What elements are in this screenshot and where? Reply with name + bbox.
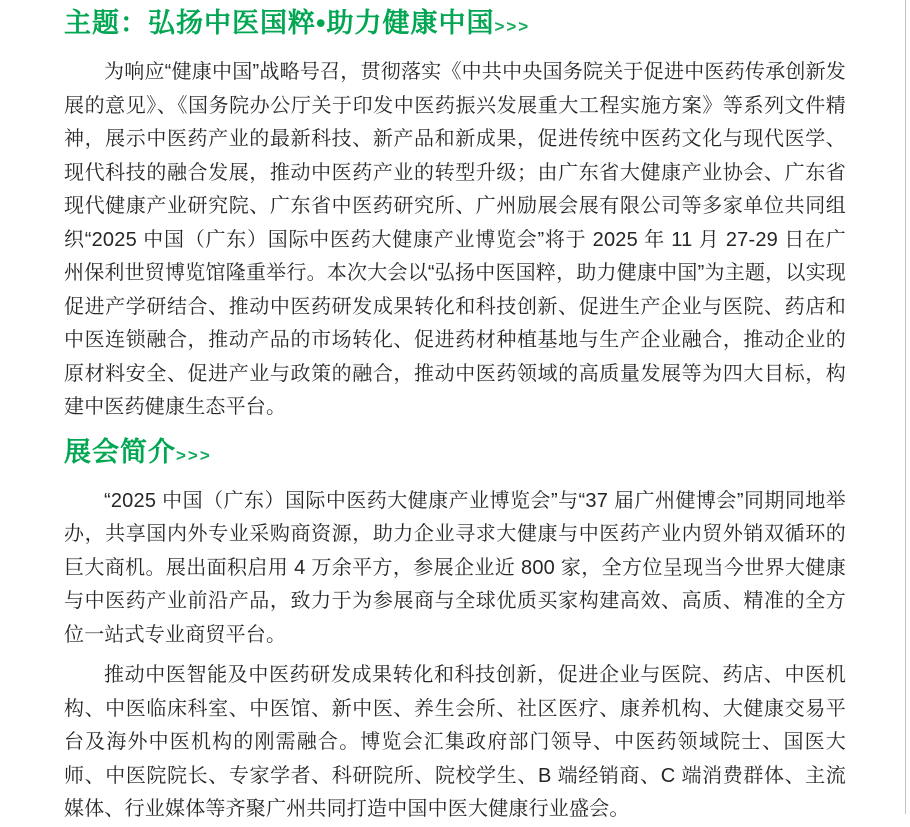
theme-heading-arrows: >>>: [494, 17, 531, 36]
expo-intro-heading-arrows: >>>: [176, 445, 212, 465]
section-theme: [64, 6, 846, 425]
theme-paragraph: 为响应“健康中国”战略号召，贯彻落实《中共中央国务院关于促进中医药传承创新发展的意见》、《国务院办公厅关于印发中医药振兴发展重大工程实施方案》等系列文件精神，展示中医药产业的最新科技、新产品和新成果，促进传统中医药文化与现代医学、现代科技的融合发展，推动中医药产业的转型升级；由广东省大健康产业协会、广东省现代健康产业研究院、广东省中医药研究所、广州励展会展有限公司等多家单位共同组织“2025 中国（广东）国际中医药大健康产业博览会”将于 2025 年 11 月 27-29 日在广州保利世贸博览馆隆重举行。本次大会以“弘扬中医国粹，助力健康中国”为主题，以实现促进产学研结合、推动中医药研发成果转化和科技创新、促进生产企业与医院、药店和中医连锁融合，推动产品的市场转化、促进药材种植基地与生产企业融合，推动企业的原材料安全、促进产业与政策的融合，推动中医药领域的高质量发展等为四大目标，构建中医药健康生态平台。: [64, 61, 846, 418]
theme-section-heading: [64, 6, 846, 44]
expo-intro-heading-text: 展会简介: [64, 436, 176, 467]
expo-intro-section-heading: [64, 435, 846, 473]
expo-intro-paragraph-2: 推动中医智能及中医药研发成果转化和科技创新，促进企业与医院、药店、中医机构、中医临床科室、中医馆、新中医、养生会所、社区医疗、康养机构、大健康交易平台及海外中医机构的刚需融合。博览会汇集政府部门领导、中医药领域院士、国医大师、中医院院长、专家学者、科研院所、院校学生、B 端经销商、C 端消费群体、主流媒体、行业媒体等齐聚广州共同打造中国中医大健康行业盛会。: [64, 664, 846, 820]
page-right-edge-divider: [905, 0, 906, 814]
section-expo-intro: [64, 435, 846, 827]
expo-intro-paragraph-1: “2025 中国（广东）国际中医药大健康产业博览会”与“37 届广州健博会”同期同地举办，共享国内外专业采购商资源，助力企业寻求大健康与中医药产业内贸外销双循环的巨大商机。展出面积启用 4 万余平方，参展企业近 800 家，全方位呈现当今世界大健康与中医药产业前沿产品，致力于为参展商与全球优质买家构建高效、高质、精准的全方位一站式专业商贸平台。: [64, 489, 846, 646]
theme-heading-text: 主题：弘扬中医国粹•助力健康中国: [64, 8, 495, 38]
